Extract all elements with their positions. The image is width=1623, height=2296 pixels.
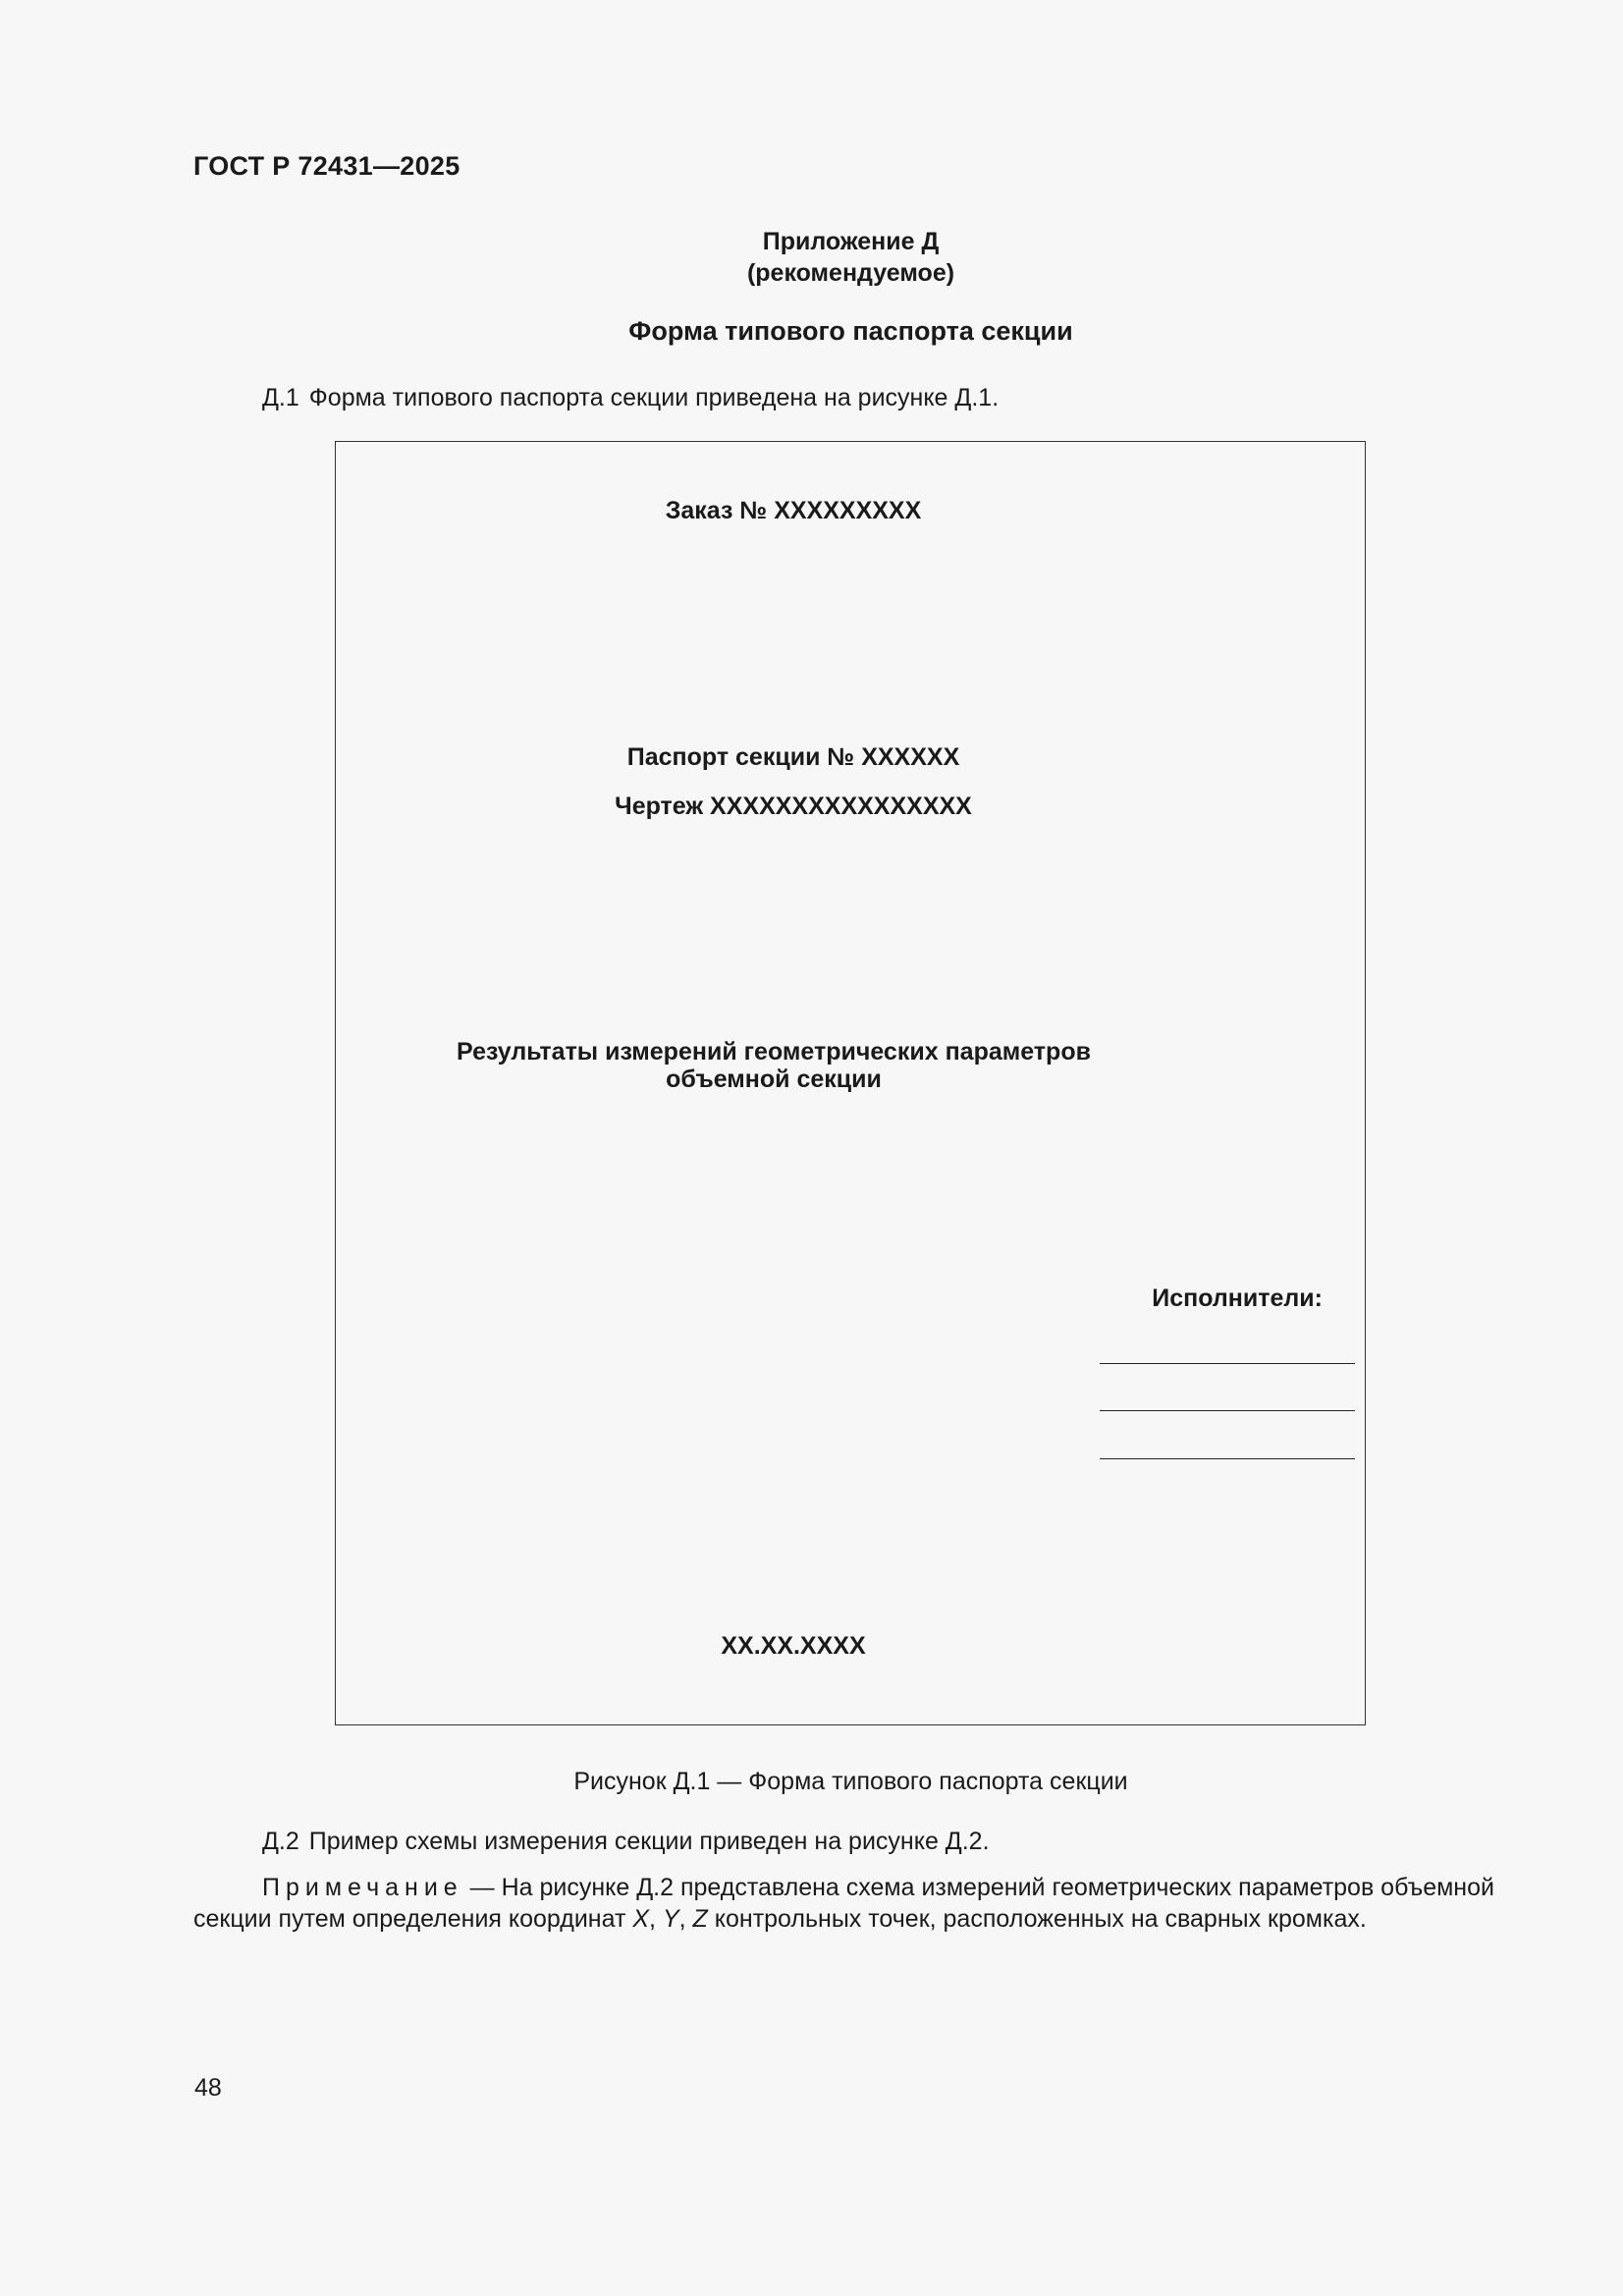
note-label: Примечание [262, 1874, 463, 1901]
page-number: 48 [194, 2074, 222, 2102]
coordinate-x: X [632, 1905, 650, 1933]
paragraph-text: Форма типового паспорта секции приведена на рисунке Д.1. [308, 384, 1000, 411]
signature-line-2 [1100, 1410, 1355, 1411]
passport-form-figure [335, 441, 1366, 1725]
results-title-line2: объемной секции [666, 1066, 882, 1093]
note-text: — На рисунке Д.2 представлена схема измерений геометрических параметров объемной [462, 1874, 1494, 1901]
results-title [259, 1038, 1288, 1093]
paragraph-number: Д.1 [262, 384, 299, 411]
paragraph-d1 [262, 382, 999, 413]
date-placeholder: XX.XX.XXXX [721, 1632, 866, 1660]
annex-heading [0, 226, 1623, 289]
document-code: ГОСТ Р 72431—2025 [193, 151, 460, 181]
results-title-line1: Результаты измерений геометрических параметров [457, 1038, 1091, 1066]
separator: , [649, 1905, 663, 1933]
section-title: Форма типового паспорта секции [628, 316, 1073, 346]
coordinate-y: Y [662, 1905, 679, 1933]
signature-line-1 [1100, 1363, 1355, 1364]
note-text: секции путем определения координат [193, 1905, 633, 1933]
signature-line-3 [1100, 1458, 1355, 1459]
paragraph-number: Д.2 [262, 1828, 299, 1855]
passport-number: Паспорт секции № XXXXXX [626, 743, 960, 771]
paragraph-d2 [262, 1826, 990, 1857]
order-number: Заказ № XXXXXXXXX [665, 497, 922, 524]
drawing-number: Чертеж XXXXXXXXXXXXXXXX [615, 793, 972, 820]
note-line-1 [262, 1872, 1519, 1903]
annex-title: Приложение Д [762, 228, 940, 255]
note-text: контрольных точек, расположенных на сварных кромках. [707, 1905, 1367, 1933]
note-line-2 [193, 1903, 1519, 1935]
coordinate-z: Z [692, 1905, 708, 1933]
annex-status: (рекомендуемое) [746, 259, 955, 287]
figure-caption: Рисунок Д.1 — Форма типового паспорта секции [573, 1768, 1128, 1795]
executors-label: Исполнители: [1152, 1285, 1323, 1312]
paragraph-text: Пример схемы измерения секции приведен на рисунке Д.2. [308, 1828, 990, 1855]
separator: , [678, 1905, 693, 1933]
